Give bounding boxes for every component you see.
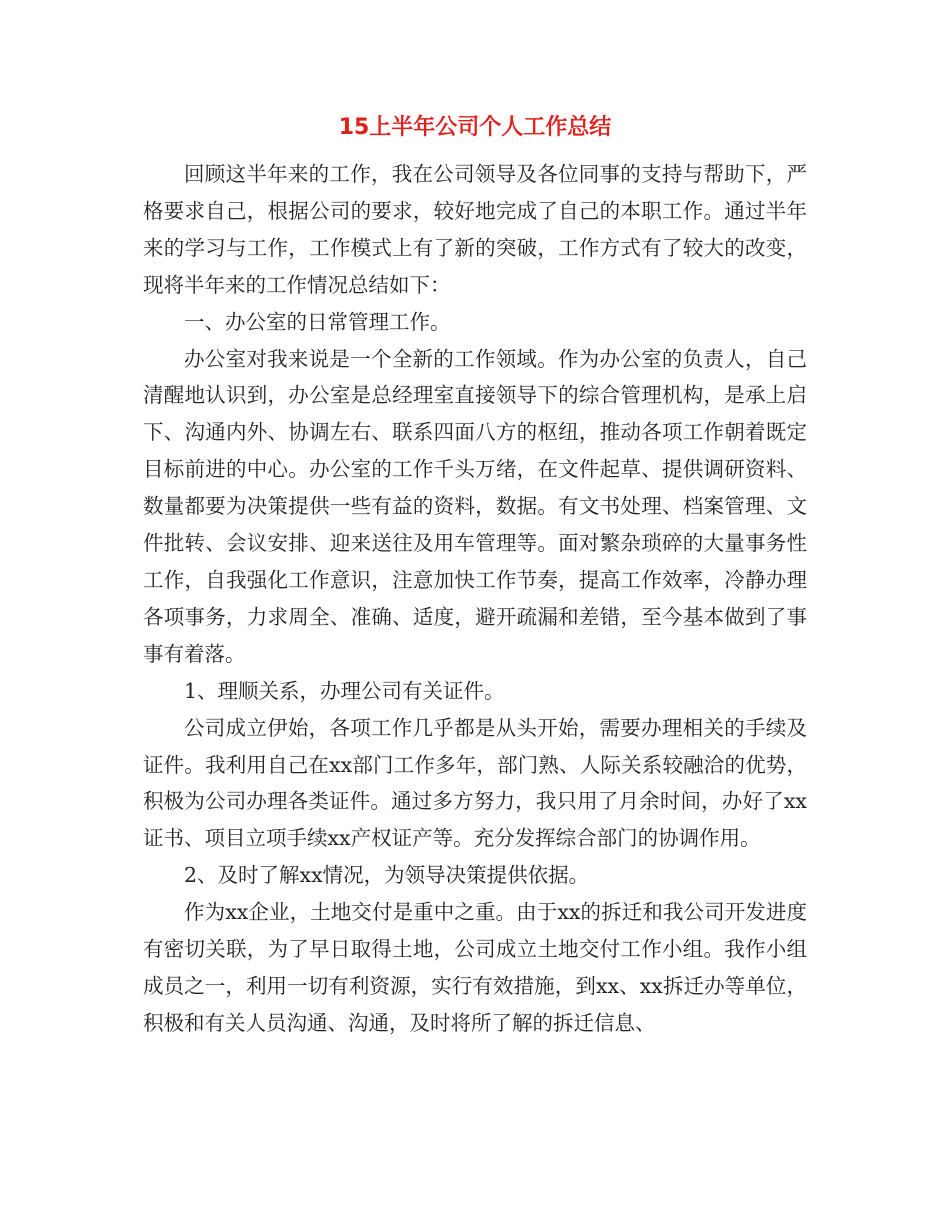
subheading-decision-support: 2、及时了解xx情况，为领导决策提供依据。 bbox=[184, 863, 590, 888]
paragraph-land-delivery: 作为xx企业，土地交付是重中之重。由于xx的拆迁和我公司开发进度有密切关联，为了早日取得土地，公司成立土地交付工作小组。我作小组成员之一，利用一切有利资源，实行有效措施，到xx、xx拆迁办等单位，积极和有关人员沟通、沟通，及时将所了解的拆迁信息、 bbox=[143, 900, 807, 1035]
paragraph-certificates: 公司成立伊始，各项工作几乎都是从头开始，需要办理相关的手续及证件。我利用自己在xx部门工作多年，部门熟、人际关系较融洽的优势，积极为公司办理各类证件。通过多方努力，我只用了月余时间，办好了xx证书、项目立项手续xx产权证产等。充分发挥综合部门的协调作用。 bbox=[143, 715, 807, 851]
section-heading-office-management: 一、办公室的日常管理工作。 bbox=[184, 309, 451, 334]
subheading-certificates: 1、理顺关系，办理公司有关证件。 bbox=[184, 678, 505, 703]
paragraph-office-role: 办公室对我来说是一个全新的工作领域。作为办公室的负责人，自己清醒地认识到，办公室是总经理室直接领导下的综合管理机构，是承上启下、沟通内外、协调左右、联系四面八方的枢纽，推动各项工作朝着既定目标前进的中心。办公室的工作千头万绪，在文件起草、提供调研资料、数量都要为决策提供一些有益的资料，数据。有文书处理、档案管理、文件批转、会议安排、迎来送往及用车管理等。面对繁杂琐碎的大量事务性工作，自我强化工作意识，注意加快工作节奏，提高工作效率，冷静办理各项事务，力求周全、准确、适度，避开疏漏和差错，至今基本做到了事事有着落。 bbox=[143, 346, 807, 666]
document-title: 15上半年公司个人工作总结 bbox=[338, 115, 612, 140]
document-body bbox=[143, 156, 807, 1042]
paragraph-intro: 回顾这半年来的工作，我在公司领导及各位同事的支持与帮助下，严格要求自己，根据公司的要求，较好地完成了自己的本职工作。通过半年来的学习与工作，工作模式上有了新的突破，工作方式有了较大的改变，现将半年来的工作情况总结如下： bbox=[143, 162, 807, 297]
